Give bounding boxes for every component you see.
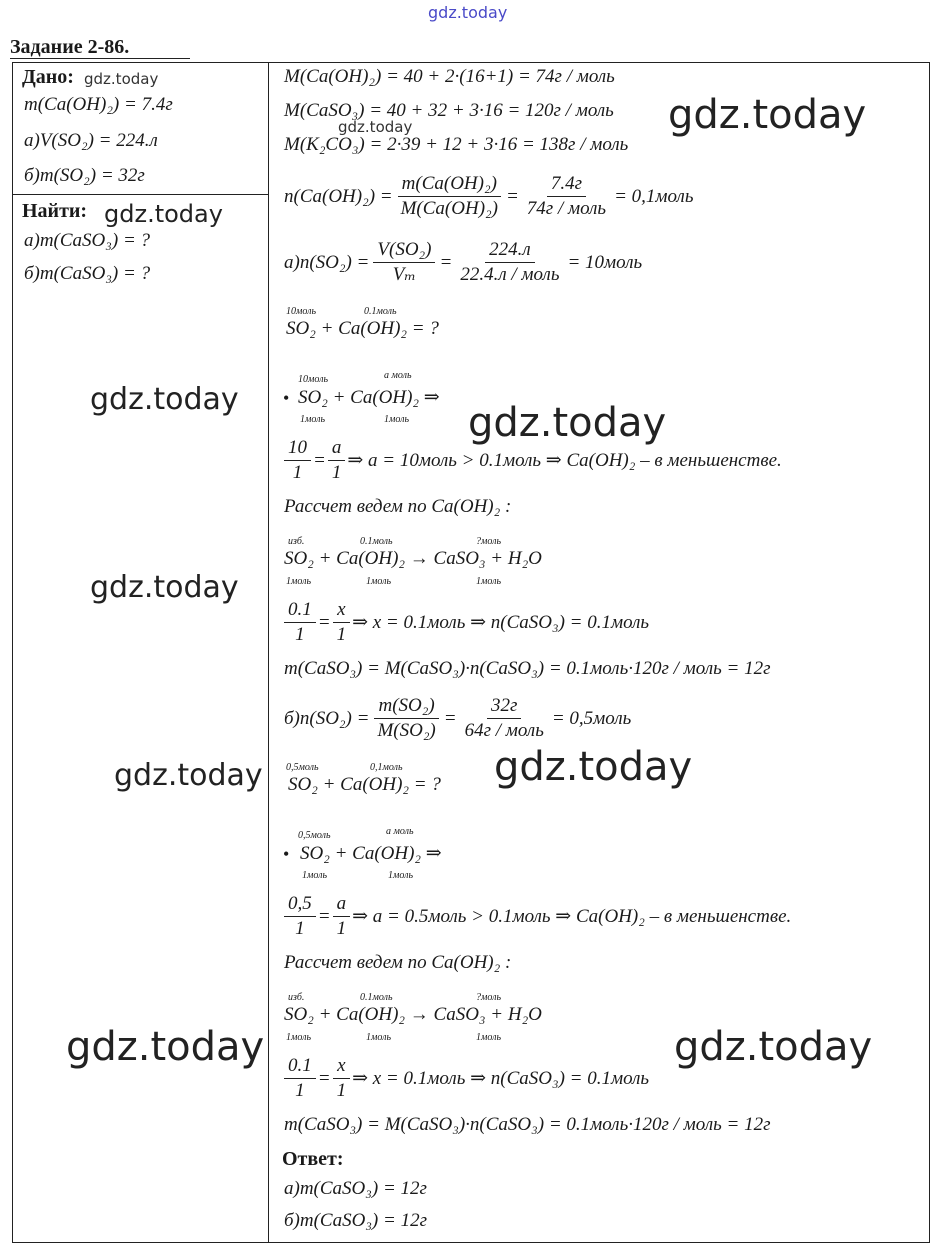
reaction-annotation: a моль (386, 826, 414, 837)
denominator: 22.4.л / моль (460, 264, 560, 285)
numerator: m(Ca(OH)₂) (398, 172, 501, 197)
proportion-rest: ⇒ x = 0.1моль ⇒ n(CaSO₃) = 0.1моль (352, 612, 650, 633)
reaction-annotation: 0.1моль (360, 536, 393, 547)
proportion-1 (282, 436, 782, 485)
proportion-4 (282, 1054, 649, 1103)
proportion-rest: ⇒ a = 0.5моль > 0.1моль ⇒ Ca(OH)₂ – в меньшенстве. (352, 906, 792, 927)
reaction-annotation: 1моль (388, 870, 414, 881)
denominator: 1 (331, 462, 342, 483)
reaction-annotation: 1моль (384, 414, 410, 425)
fraction (284, 1054, 316, 1103)
reaction-annotation: 10моль (286, 306, 317, 317)
calc-basis: Рассчет ведем по Ca(OH)₂ : (284, 952, 512, 973)
title-underline (10, 58, 190, 59)
equals: = (443, 707, 457, 729)
reaction-equation: SO₂ + Ca(OH)₂ → CaSO₃ + H₂O (284, 548, 542, 569)
top-watermark: gdz.today (428, 3, 508, 22)
reaction-annotation: изб. (288, 992, 305, 1003)
reaction-annotation: 1моль (366, 1032, 392, 1043)
given-watermark: gdz.today (84, 70, 159, 88)
reaction-annotation: 0.1моль (364, 306, 397, 317)
reaction-annotation: 10моль (298, 374, 329, 385)
fraction (373, 238, 435, 287)
numerator: a (333, 892, 351, 917)
reaction-annotation: a моль (384, 370, 412, 381)
answer-item: б)m(CaSO₃) = 12г (284, 1210, 427, 1231)
reaction-annotation: 1моль (300, 414, 326, 425)
watermark: gdz.today (114, 758, 263, 793)
proportion-3 (282, 892, 791, 941)
proportion-2 (282, 598, 649, 647)
reaction-equation: SO₂ + Ca(OH)₂ ⇒ (298, 387, 440, 408)
watermark: gdz.today (494, 744, 693, 790)
numerator: x (333, 598, 349, 623)
given-item: а)V(SO₂) = 224.л (24, 130, 158, 151)
reaction-annotation: 0,5моль (298, 830, 331, 841)
find-item: б)m(CaSO₃) = ? (24, 263, 151, 284)
reaction-annotation: изб. (288, 536, 305, 547)
equals: = (317, 1067, 331, 1089)
watermark: gdz.today (90, 570, 239, 605)
reaction-equation: SO₂ + Ca(OH)₂ = ? (288, 774, 441, 795)
fraction (284, 598, 316, 647)
denominator: 1 (336, 624, 347, 645)
watermark: gdz.today (66, 1024, 265, 1070)
answer-item: а)m(CaSO₃) = 12г (284, 1178, 427, 1199)
reaction-annotation: 1моль (476, 1032, 502, 1043)
numerator: 0,5 (284, 892, 316, 917)
reaction-annotation: 1моль (286, 1032, 312, 1043)
moles-calc-1 (284, 172, 693, 221)
molar-mass-line: M(Ca(OH)₂) = 40 + 2·(16+1) = 74г / моль (284, 66, 615, 87)
watermark: gdz.today (468, 400, 667, 446)
fraction (333, 892, 351, 941)
reaction-annotation: ?моль (476, 992, 502, 1003)
mass-calc: m(CaSO₃) = M(CaSO₃)·n(CaSO₃) = 0.1моль·120г / моль = 12г (284, 658, 771, 679)
reaction-annotation: 1моль (286, 576, 312, 587)
given-divider (12, 194, 268, 195)
fraction (461, 694, 548, 743)
reaction-annotation: 0.1моль (360, 992, 393, 1003)
expr-result: = 0,1моль (614, 185, 694, 207)
task-title: Задание 2-86. (10, 36, 130, 58)
equals: = (317, 611, 331, 633)
proportion-rest: ⇒ x = 0.1моль ⇒ n(CaSO₃) = 0.1моль (352, 1068, 650, 1089)
watermark: gdz.today (104, 200, 223, 228)
reaction-equation: SO₂ + Ca(OH)₂ → CaSO₃ + H₂O (284, 1004, 542, 1025)
numerator: 10 (284, 436, 311, 461)
equals: = (505, 185, 519, 207)
expr-left: n(Ca(OH)₂) = (284, 185, 393, 207)
watermark: gdz.today (90, 382, 239, 417)
fraction (284, 892, 316, 941)
bullet-icon: • (283, 388, 290, 408)
denominator: Vₘ (392, 264, 417, 285)
numerator: a (328, 436, 346, 461)
moles-calc-2 (284, 238, 642, 287)
denominator: 1 (295, 624, 305, 645)
numerator: 0.1 (284, 598, 316, 623)
numerator: V(SO₂) (373, 238, 435, 263)
bullet-icon: • (283, 844, 290, 864)
denominator: 74г / моль (526, 198, 607, 219)
fraction (523, 172, 610, 221)
table-bottom-border (12, 1242, 930, 1243)
fraction (397, 172, 502, 221)
molar-mass-line: M(CaSO₃) = 40 + 32 + 3·16 = 120г / моль (284, 100, 614, 121)
column-divider (268, 62, 269, 1243)
mass-calc: m(CaSO₃) = M(CaSO₃)·n(CaSO₃) = 0.1моль·120г / моль = 12г (284, 1114, 771, 1135)
expr-left: а)n(SO₂) = (284, 251, 370, 273)
watermark: gdz.today (674, 1024, 873, 1070)
fraction (333, 1054, 351, 1103)
numerator: x (333, 1054, 349, 1079)
denominator: 1 (292, 462, 303, 483)
fraction (333, 598, 351, 647)
reaction-equation: SO₂ + Ca(OH)₂ = ? (286, 318, 439, 339)
fraction (456, 238, 563, 287)
reaction-annotation: 0,5моль (286, 762, 319, 773)
denominator: 1 (336, 918, 347, 939)
denominator: 1 (336, 1080, 347, 1101)
expr-result: = 10моль (567, 251, 643, 273)
table-top-border (12, 62, 930, 63)
find-item: а)m(CaSO₃) = ? (24, 230, 151, 251)
fraction (284, 436, 311, 485)
denominator: 1 (295, 918, 305, 939)
watermark: gdz.today (668, 92, 867, 138)
denominator: 64г / моль (464, 720, 544, 741)
given-item: m(Ca(OH)₂) = 7.4г (24, 94, 173, 115)
denominator: M(SO₂) (377, 720, 436, 741)
numerator: 224.л (485, 238, 535, 263)
table-left-border (12, 62, 13, 1243)
given-item: б)m(SO₂) = 32г (24, 165, 145, 186)
fraction (328, 436, 346, 485)
numerator: m(SO₂) (374, 694, 438, 719)
reaction-annotation: 1моль (302, 870, 328, 881)
molar-mass-line: M(K₂CO₃) = 2·39 + 12 + 3·16 = 138г / моль (284, 134, 629, 155)
reaction-annotation: 1моль (476, 576, 502, 587)
table-right-border (929, 62, 930, 1243)
given-label: Дано: (22, 66, 74, 88)
expr-result: = 0,5моль (551, 707, 632, 729)
equals: = (439, 251, 453, 273)
answer-label: Ответ: (282, 1148, 344, 1170)
equals: = (313, 449, 326, 471)
reaction-annotation: 0,1моль (370, 762, 403, 773)
reaction-annotation: ?моль (476, 536, 502, 547)
numerator: 0.1 (284, 1054, 316, 1079)
numerator: 7.4г (547, 172, 586, 197)
equals: = (317, 905, 331, 927)
denominator: M(Ca(OH)₂) (400, 198, 498, 219)
watermark: gdz.today (338, 118, 413, 136)
find-label: Найти: (22, 200, 88, 222)
numerator: 32г (487, 694, 521, 719)
calc-basis: Рассчет ведем по Ca(OH)₂ : (284, 496, 512, 517)
fraction (373, 694, 439, 743)
moles-calc-3 (284, 694, 631, 743)
reaction-equation: SO₂ + Ca(OH)₂ ⇒ (300, 843, 442, 864)
expr-left: б)n(SO₂) = (284, 707, 370, 729)
proportion-rest: ⇒ a = 10моль > 0.1моль ⇒ Ca(OH)₂ – в меньшенстве. (347, 450, 782, 471)
denominator: 1 (295, 1080, 305, 1101)
reaction-annotation: 1моль (366, 576, 392, 587)
